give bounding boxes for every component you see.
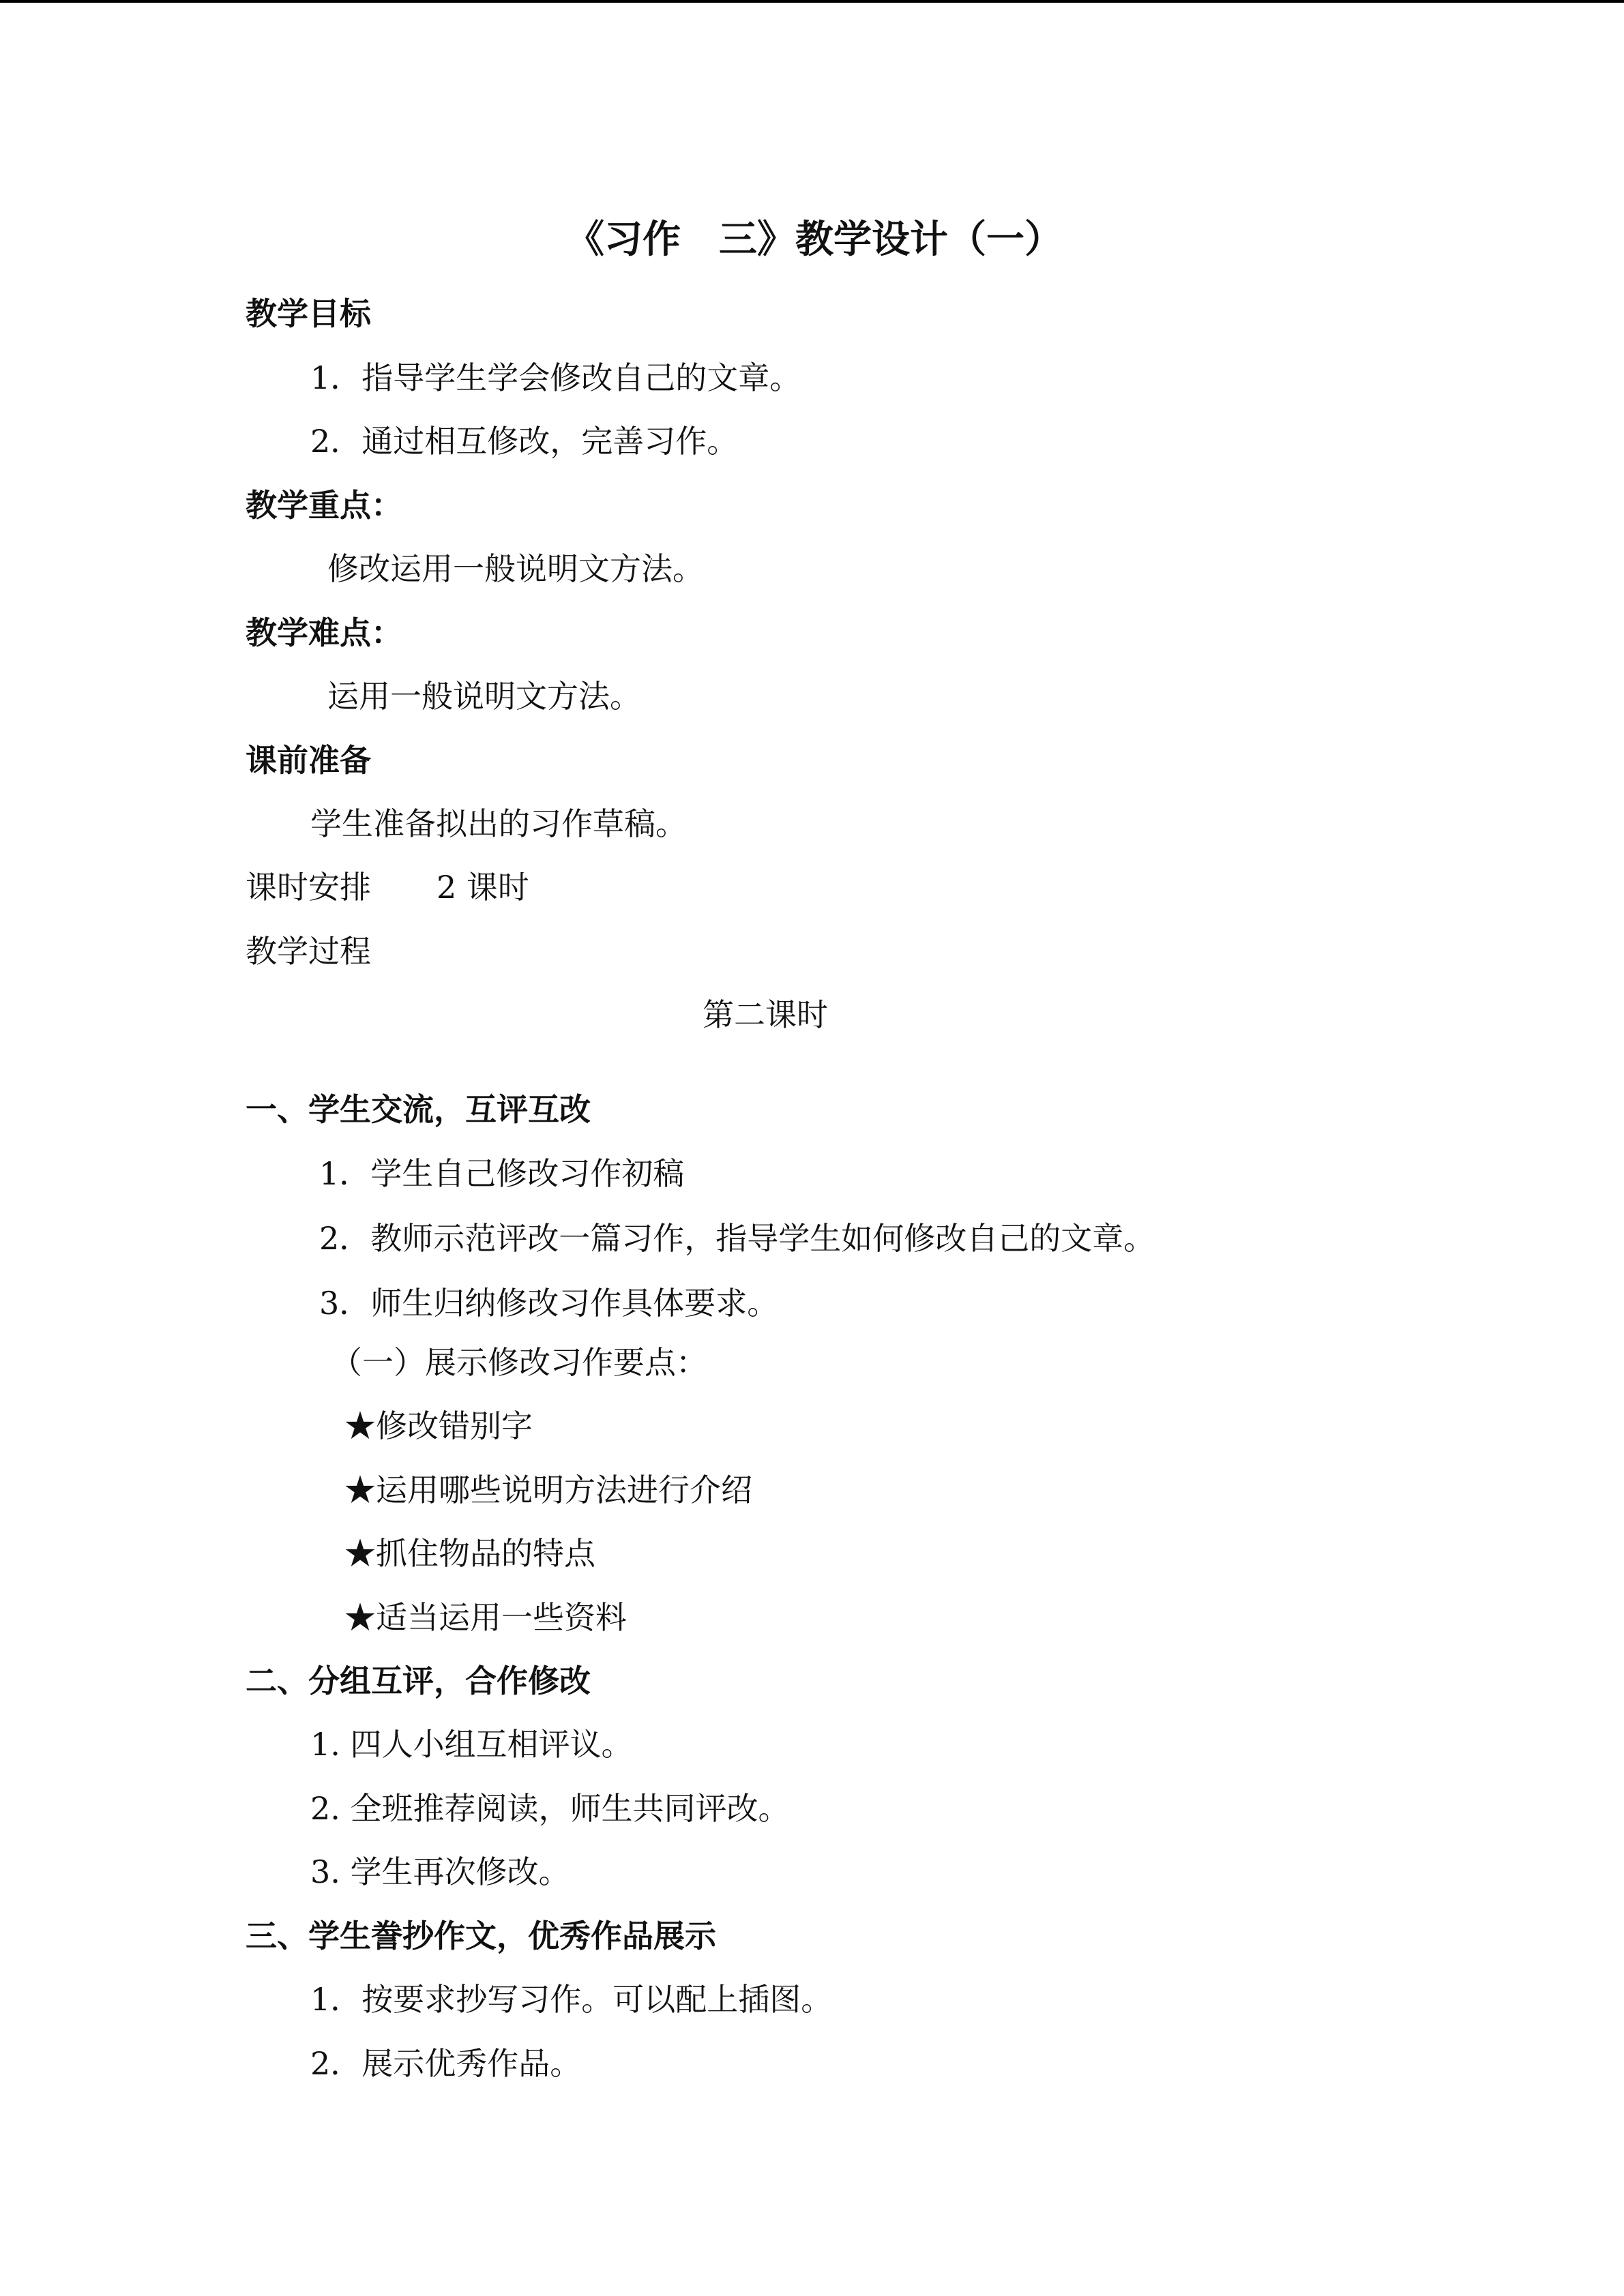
page-top-border [0,0,1624,3]
schedule-line [246,867,529,908]
objective-item: 2．通过相互修改，完善习作。 [310,423,739,460]
section3-item: 1．按要求抄写习作。可以配上插图。 [310,1981,833,2018]
difficulty-heading: 教学难点： [246,614,402,651]
section1-item: 2．教师示范评改一篇习作，指导学生如何修改自己的文章。 [319,1220,1155,1257]
process-heading: 教学过程 [246,933,371,970]
section1-heading: 一、学生交流，互评互改 [246,1091,591,1128]
lesson-title: 第二课时 [703,996,828,1033]
section1-item: 3．师生归纳修改习作具体要求。 [319,1285,779,1322]
key-point-item: ★抓住物品的特点 [344,1535,595,1572]
section2-heading: 二、分组互评，合作修改 [246,1663,591,1699]
schedule-label: 课时安排 [246,869,371,906]
objective-item: 1．指导学生学会修改自己的文章。 [310,359,801,396]
document-title: 《习作 三》教学设计（一） [566,218,1063,262]
key-point-heading: 教学重点： [246,487,402,524]
difficulty-text: 运用一般说明文方法。 [327,678,641,715]
preparation-text: 学生准备拟出的习作草稿。 [310,805,687,842]
schedule-value: 2 课时 [437,869,529,906]
section1-sub-heading: （一）展示修改习作要点： [331,1344,707,1381]
section2-item: 2. 全班推荐阅读，师生共同评改。 [310,1790,790,1827]
section3-item: 2．展示优秀作品。 [310,2045,582,2082]
section2-item: 3. 学生再次修改。 [310,1853,570,1890]
key-point-item: ★修改错别字 [344,1407,533,1444]
key-point-text: 修改运用一般说明文方法。 [327,550,704,587]
key-point-item: ★运用哪些说明方法进行介绍 [344,1472,752,1508]
objectives-heading: 教学目标 [246,295,371,332]
section1-item: 1．学生自己修改习作初稿 [319,1155,685,1192]
preparation-heading: 课前准备 [246,742,371,779]
key-point-item: ★适当运用一些资料 [344,1599,627,1636]
section2-item: 1. 四人小组互相评议。 [310,1726,633,1763]
section3-heading: 三、学生誊抄作文，优秀作品展示 [246,1918,716,1954]
